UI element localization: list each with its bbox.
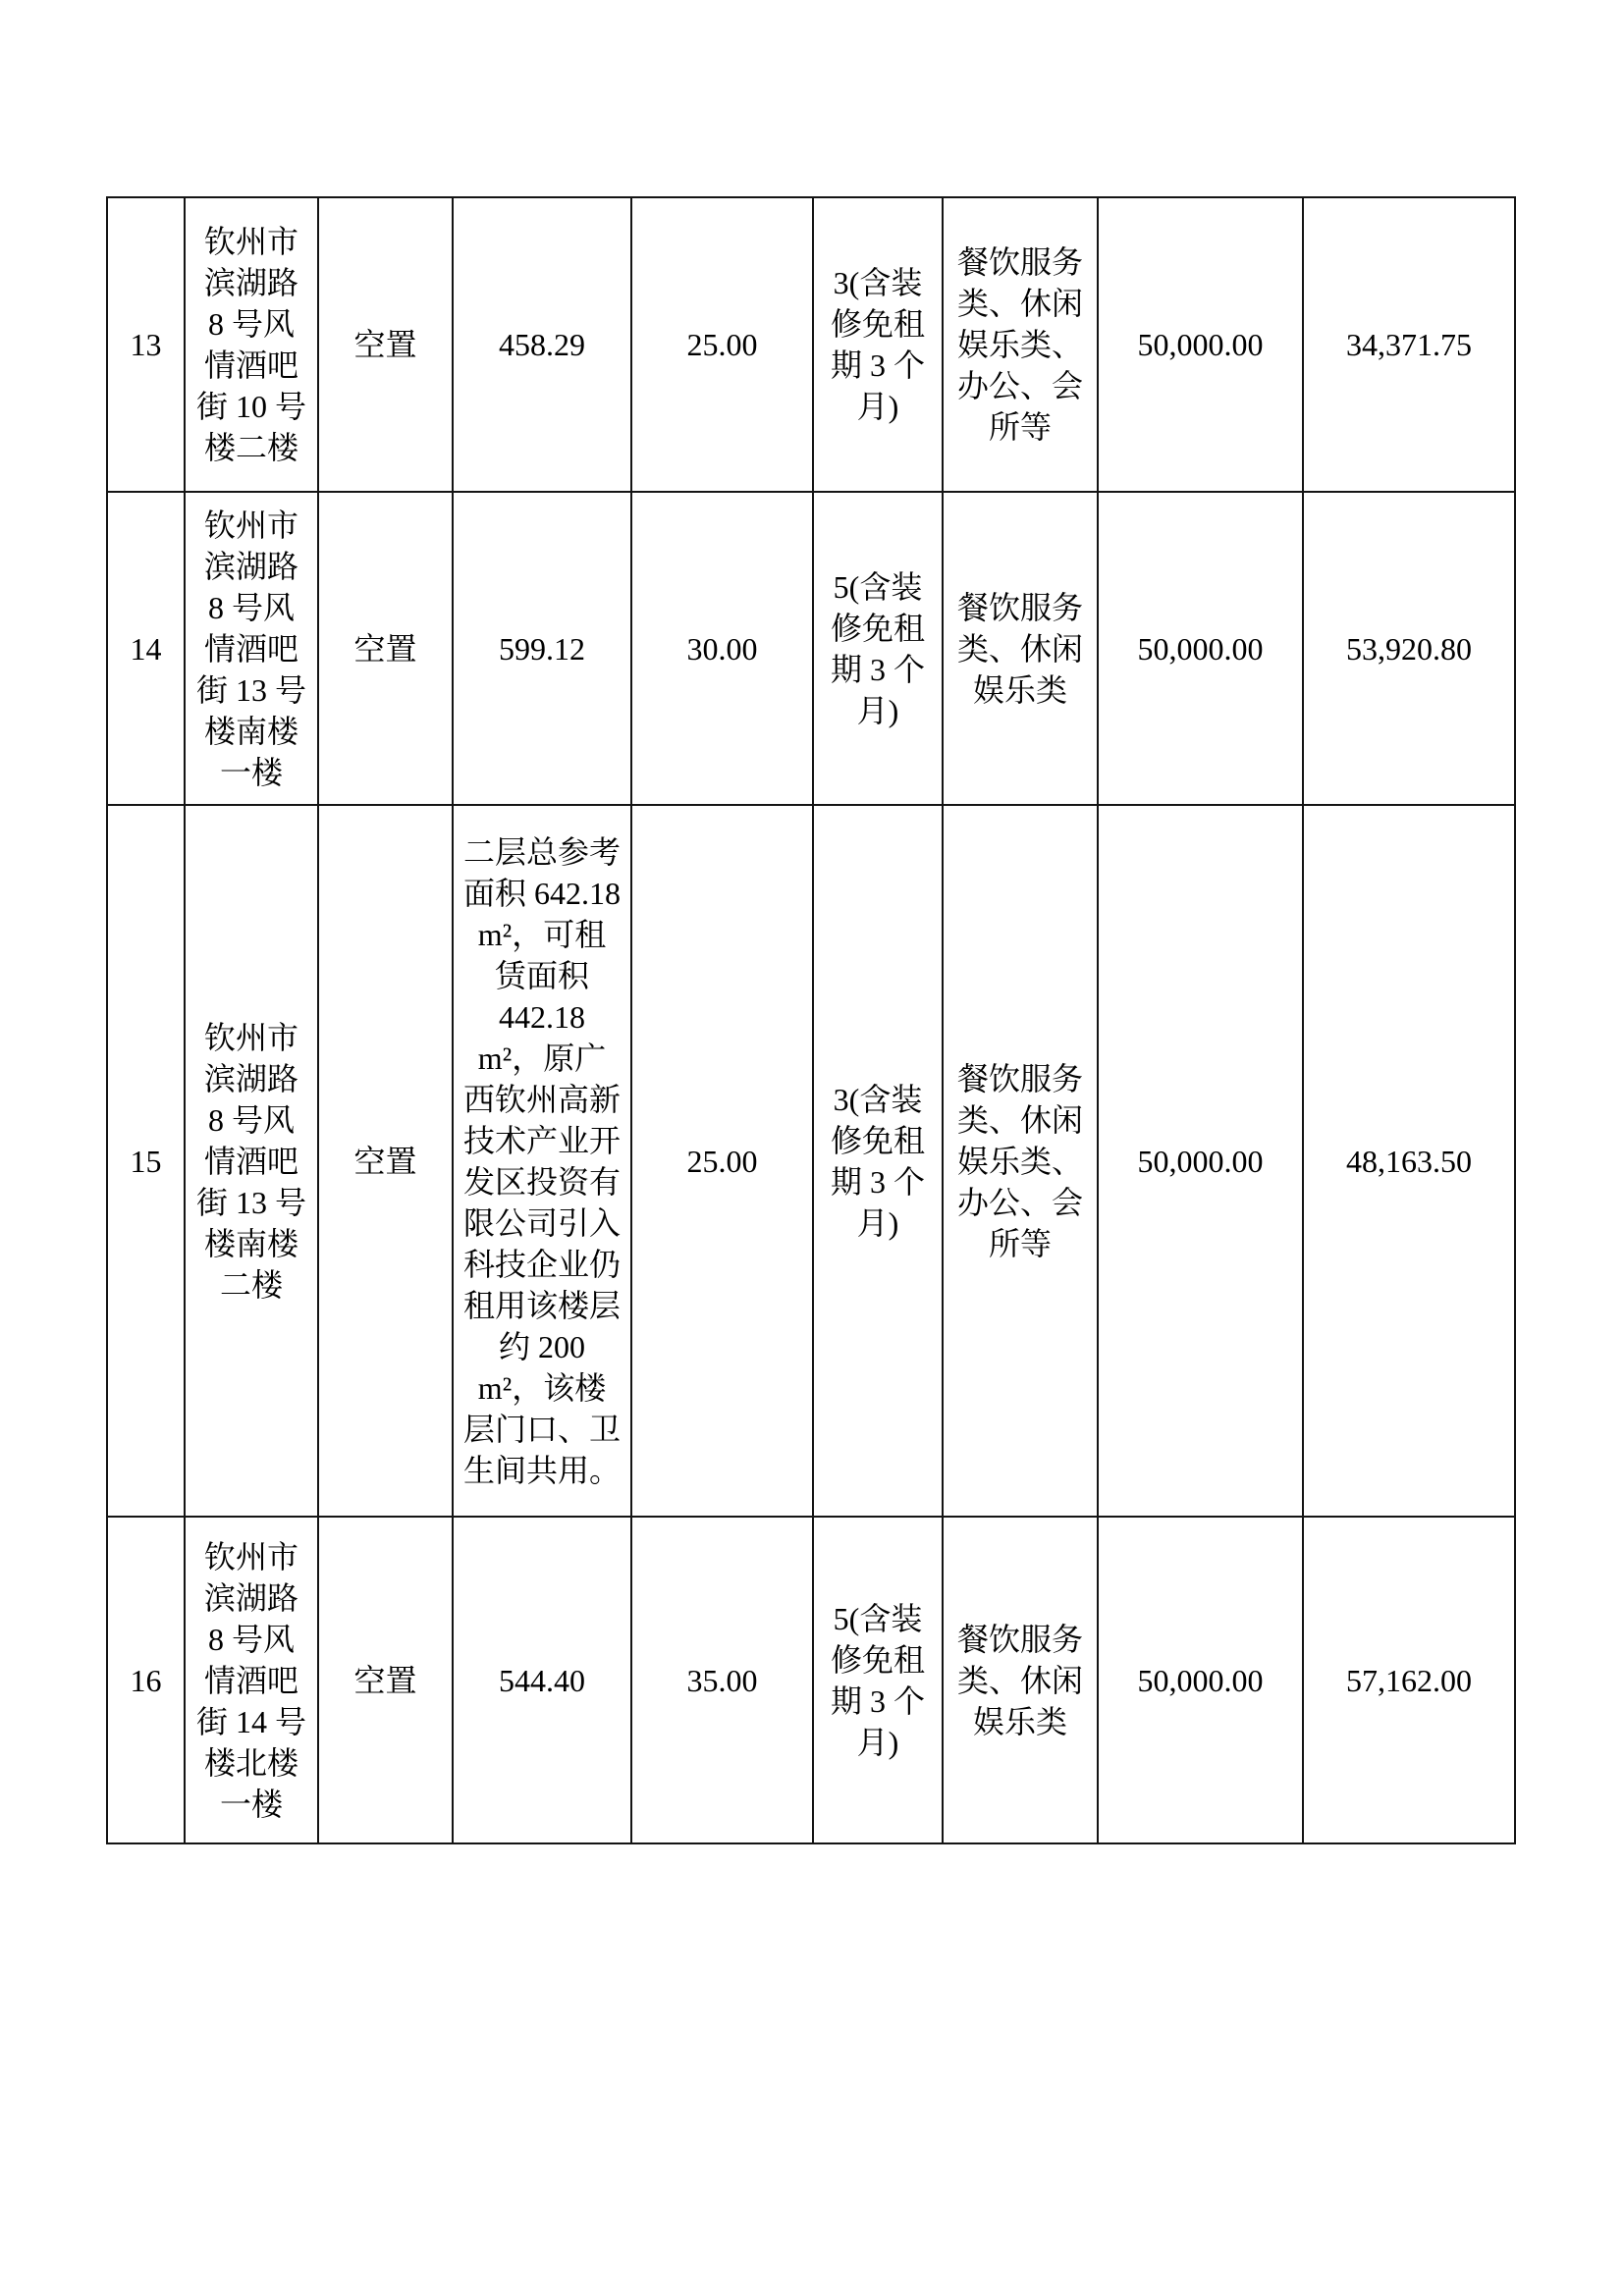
cell-area: 599.12 bbox=[453, 492, 631, 805]
cell-deposit: 50,000.00 bbox=[1098, 805, 1303, 1517]
cell-status: 空置 bbox=[318, 197, 453, 492]
cell-usage: 餐饮服务类、休闲娱乐类、办公、会所等 bbox=[943, 197, 1098, 492]
cell-unit-price: 25.00 bbox=[631, 197, 813, 492]
cell-status: 空置 bbox=[318, 1517, 453, 1843]
cell-status: 空置 bbox=[318, 805, 453, 1517]
rental-listings-table bbox=[106, 196, 1516, 1844]
cell-amount: 53,920.80 bbox=[1303, 492, 1515, 805]
cell-amount: 57,162.00 bbox=[1303, 1517, 1515, 1843]
cell-location: 钦州市滨湖路 8 号风情酒吧街 14 号楼北楼一楼 bbox=[185, 1517, 318, 1843]
cell-lease-term: 3(含装修免租期 3 个月) bbox=[813, 197, 943, 492]
cell-amount: 34,371.75 bbox=[1303, 197, 1515, 492]
cell-seq: 14 bbox=[107, 492, 185, 805]
cell-area: 458.29 bbox=[453, 197, 631, 492]
cell-lease-term: 5(含装修免租期 3 个月) bbox=[813, 492, 943, 805]
cell-area: 544.40 bbox=[453, 1517, 631, 1843]
cell-deposit: 50,000.00 bbox=[1098, 492, 1303, 805]
cell-seq: 13 bbox=[107, 197, 185, 492]
cell-deposit: 50,000.00 bbox=[1098, 197, 1303, 492]
cell-unit-price: 35.00 bbox=[631, 1517, 813, 1843]
cell-deposit: 50,000.00 bbox=[1098, 1517, 1303, 1843]
cell-seq: 16 bbox=[107, 1517, 185, 1843]
cell-remarks: 二层总参考面积 642.18 m²，可租赁面积 442.18 m²，原广西钦州高新技术产业开发区投资有限公司引入科技企业仍租用该楼层约 200 m²，该楼层门口、卫生间共用。 bbox=[453, 805, 631, 1517]
cell-status: 空置 bbox=[318, 492, 453, 805]
cell-unit-price: 30.00 bbox=[631, 492, 813, 805]
cell-location: 钦州市滨湖路 8 号风情酒吧街 13 号楼南楼二楼 bbox=[185, 805, 318, 1517]
cell-usage: 餐饮服务类、休闲娱乐类 bbox=[943, 492, 1098, 805]
table-row bbox=[107, 197, 1515, 492]
cell-lease-term: 3(含装修免租期 3 个月) bbox=[813, 805, 943, 1517]
cell-amount: 48,163.50 bbox=[1303, 805, 1515, 1517]
cell-location: 钦州市滨湖路 8 号风情酒吧街 10 号楼二楼 bbox=[185, 197, 318, 492]
table-row bbox=[107, 1517, 1515, 1843]
cell-usage: 餐饮服务类、休闲娱乐类 bbox=[943, 1517, 1098, 1843]
cell-seq: 15 bbox=[107, 805, 185, 1517]
cell-usage: 餐饮服务类、休闲娱乐类、办公、会所等 bbox=[943, 805, 1098, 1517]
cell-lease-term: 5(含装修免租期 3 个月) bbox=[813, 1517, 943, 1843]
table-row bbox=[107, 805, 1515, 1517]
table-row bbox=[107, 492, 1515, 805]
cell-location: 钦州市滨湖路 8 号风情酒吧街 13 号楼南楼一楼 bbox=[185, 492, 318, 805]
cell-unit-price: 25.00 bbox=[631, 805, 813, 1517]
